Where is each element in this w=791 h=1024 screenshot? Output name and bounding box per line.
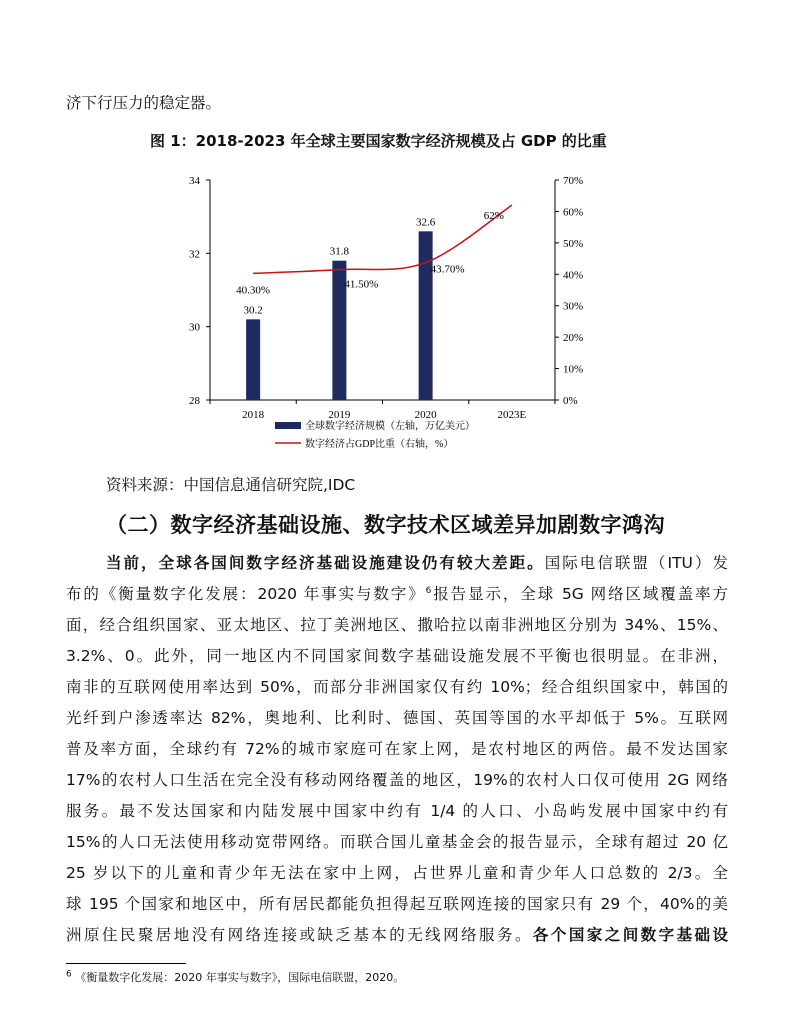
- paragraph-line: 25 岁以下的儿童和青少年无法在家中上网，占世界儿童和青少年人口总数的 2/3。全: [66, 864, 728, 882]
- left-axis-tick-label: 30: [189, 321, 200, 334]
- line-data-label: 62%: [483, 210, 504, 223]
- paragraph-line: 15%的人口无法使用移动宽带网络。而联合国儿童基金会的报告显示，全球有超过 20 亿: [66, 833, 728, 851]
- paragraph-line: 服务。最不发达国家和内陆发展中国家中约有 1/4 的人口、小岛屿发展中国家中约有: [66, 802, 728, 820]
- legend-label-bar: 全球数字经济规模（左轴，万亿美元）: [305, 421, 475, 432]
- line-series-gdp-share: [253, 205, 512, 273]
- legend-label-line: 数字经济占GDP比重（右轴，%）: [305, 439, 454, 450]
- x-axis-tick-label: 2023E: [497, 409, 527, 421]
- bar-data-label: 31.8: [329, 245, 349, 258]
- paragraph-line: 球 195 个国家和地区中，所有居民都能负担得起互联网连接的国家只有 29 个，40%的美: [66, 895, 728, 913]
- paragraph-line: 普及率方面，全球约有 72%的城市家庭可在家上网，是农村地区的两倍。最不发达国家: [66, 740, 728, 758]
- footnote: [66, 969, 404, 985]
- paragraph-line: [66, 582, 728, 604]
- right-axis-tick-label: 70%: [563, 175, 584, 187]
- paragraph-line: [66, 923, 728, 945]
- footnote-divider: [66, 963, 186, 964]
- figure-title: 图 1：2018-2023 年全球主要国家数字经济规模及占 GDP 的比重: [150, 132, 607, 150]
- footnote-ref: 6: [425, 585, 432, 596]
- figure-source: 资料来源：中国信息通信研究院,IDC: [106, 476, 356, 494]
- paragraph-line: 面，经合组织国家、亚太地区、拉丁美洲地区、撒哈拉以南非洲地区分别为 34%、15%、: [66, 616, 728, 634]
- x-axis-tick-label: 2020: [414, 409, 437, 421]
- footnote-text: 《衡量数字化发展：2020 年事实与数字》，国际电信联盟，2020。: [75, 971, 405, 984]
- bar-data-label: 30.2: [243, 304, 263, 317]
- paragraph-text: 布的《衡量数字化发展：2020 年事实与数字》: [66, 585, 426, 603]
- paragraph-line: 南非的互联网使用率达到 50%，而部分非洲国家仅有约 10%；经合组织国家中，韩国的: [66, 678, 728, 696]
- line-data-label: 43.70%: [430, 263, 465, 276]
- paragraph-line: [106, 551, 728, 573]
- right-axis-tick-label: 0%: [563, 395, 578, 407]
- left-axis-tick-label: 32: [189, 248, 200, 261]
- right-axis-tick-label: 40%: [563, 269, 584, 282]
- chart-plot-area: [189, 175, 583, 450]
- x-axis-tick-label: 2019: [328, 409, 351, 421]
- section-heading: （二）数字经济基础设施、数字技术区域差异加剧数字鸿沟: [106, 513, 665, 537]
- legend-swatch-bar: [275, 422, 301, 429]
- right-axis-tick-label: 20%: [563, 332, 584, 345]
- paragraph-text: 报告显示，全球 5G 网络区域覆盖率方: [431, 585, 729, 603]
- paragraph-line: 3.2%、0。此外，同一地区内不同国家间数字基础设施发展不平衡也很明显。在非洲，: [66, 647, 728, 665]
- footnote-mark: 6: [66, 969, 72, 980]
- right-axis-tick-label: 10%: [563, 363, 584, 376]
- paragraph-bold-text: 各个国家之间数字基础设: [532, 926, 728, 944]
- right-axis-tick-label: 30%: [563, 300, 584, 313]
- right-axis-tick-label: 60%: [563, 206, 584, 219]
- paragraph-text: 洲原住民聚居地没有网络连接或缺乏基本的无线网络服务。: [66, 926, 533, 944]
- left-axis-tick-label: 34: [189, 175, 200, 187]
- bar: [246, 319, 260, 400]
- intro-line: 济下行压力的稳定器。: [66, 94, 222, 112]
- paragraph-line: 17%的农村人口生活在完全没有移动网络覆盖的地区，19%的农村人口仅可使用 2G 网络: [66, 771, 728, 789]
- x-axis-tick-label: 2018: [242, 409, 265, 421]
- bar: [419, 231, 433, 400]
- left-axis-tick-label: 28: [189, 395, 200, 407]
- paragraph-lead: 当前，全球各国间数字经济基础设施建设仍有较大差距。: [106, 554, 545, 572]
- paragraph-line: 光纤到户渗透率达 82%，奥地利、比利时、德国、英国等国的水平却低于 5%。互联网: [66, 709, 728, 727]
- paragraph-text: 国际电信联盟（ITU）发: [544, 554, 728, 572]
- bar-data-label: 32.6: [416, 216, 436, 229]
- line-data-label: 40.30%: [236, 284, 271, 297]
- line-data-label: 41.50%: [344, 278, 379, 291]
- chart: [150, 165, 630, 465]
- right-axis-tick-label: 50%: [563, 237, 584, 250]
